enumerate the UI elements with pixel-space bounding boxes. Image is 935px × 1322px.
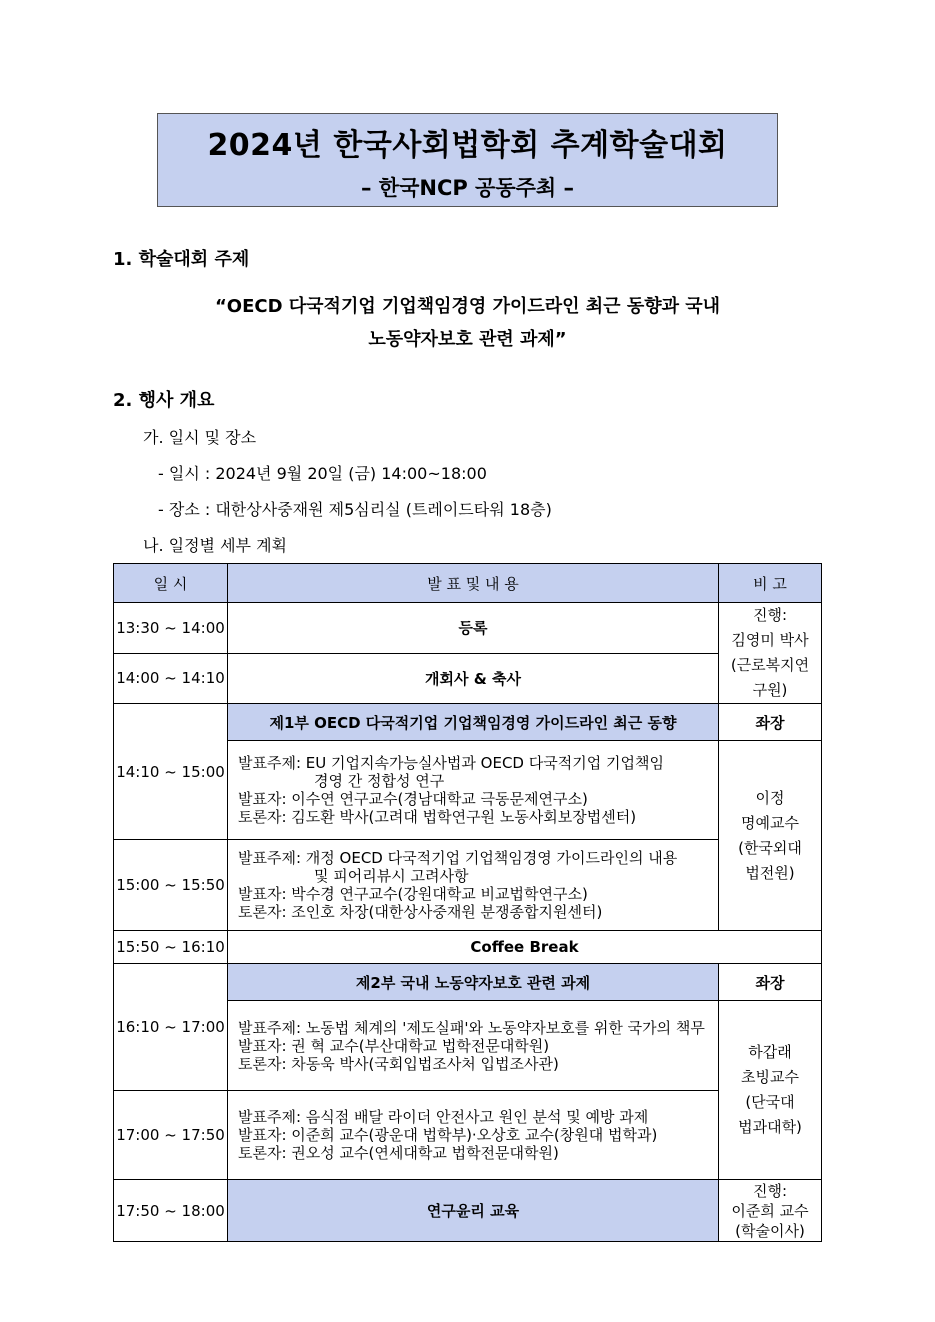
time-cell: 14:10 ~ 15:00 bbox=[114, 704, 228, 840]
header-note: 비 고 bbox=[719, 564, 822, 603]
note-line: 진행: bbox=[752, 606, 788, 624]
time-cell: 17:00 ~ 17:50 bbox=[114, 1091, 228, 1180]
time-cell: 15:50 ~ 16:10 bbox=[114, 931, 228, 964]
header-time: 일 시 bbox=[114, 564, 228, 603]
header-content: 발 표 및 내 용 bbox=[228, 564, 719, 603]
presenter-line: 발표자: 이수연 연구교수(경남대학교 극동문제연구소) bbox=[238, 790, 588, 808]
event-date: - 일시 : 2024년 9월 20일 (금) 14:00~18:00 bbox=[158, 464, 487, 483]
topic-line: 발표주제: 음식점 배달 라이더 안전사고 원인 분석 및 예방 과제 bbox=[238, 1108, 649, 1126]
time-cell: 14:00 ~ 14:10 bbox=[114, 653, 228, 704]
time-cell: 13:30 ~ 14:00 bbox=[114, 603, 228, 654]
topic-line: 발표주제: EU 기업지속가능실사법과 OECD 다국적기업 기업책임 bbox=[238, 754, 664, 772]
chair1-cell bbox=[719, 741, 822, 931]
section2-heading: 2. 행사 개요 bbox=[113, 390, 215, 411]
ethics-row bbox=[114, 1180, 822, 1242]
note-line: 이정 bbox=[755, 788, 785, 807]
chair-label: 좌장 bbox=[719, 704, 822, 741]
presentation-detail bbox=[228, 1001, 719, 1091]
note-line: 법과대학) bbox=[738, 1118, 802, 1136]
topic-line: 경영 간 정합성 연구 bbox=[314, 772, 445, 790]
note-line: (단국대 bbox=[745, 1093, 795, 1111]
presentation-detail bbox=[228, 840, 719, 931]
session2-title: 제2부 국내 노동약자보호 관련 과제 bbox=[228, 964, 719, 1001]
chair2-cell bbox=[719, 1001, 822, 1180]
note-line: 김영미 박사 bbox=[731, 631, 809, 649]
presenter-line: 발표자: 이준희 교수(광운대 법학부)·오상호 교수(창원대 법학과) bbox=[238, 1126, 658, 1144]
session1-title: 제1부 OECD 다국적기업 기업책임경영 가이드라인 최근 동향 bbox=[228, 704, 719, 741]
chair-label: 좌장 bbox=[719, 964, 822, 1001]
ethics-note bbox=[719, 1180, 822, 1242]
main-title: 2024년 한국사회법학회 추계학술대회 bbox=[207, 128, 728, 163]
sub-a: 가. 일시 및 장소 bbox=[143, 428, 257, 447]
ethics-label: 연구윤리 교육 bbox=[228, 1180, 719, 1242]
session2-row bbox=[114, 964, 822, 1001]
time-cell: 17:50 ~ 18:00 bbox=[114, 1180, 228, 1242]
note-line: (근로복지연 bbox=[730, 656, 810, 674]
content-cell: 등록 bbox=[228, 603, 719, 654]
theme-line2: 노동약자보호 관련 과제” bbox=[368, 329, 567, 350]
note-line: 법전원) bbox=[745, 863, 795, 882]
note-line: 하갑래 bbox=[748, 1043, 792, 1061]
title-box bbox=[157, 113, 778, 207]
discussant-line: 토론자: 김도환 박사(고려대 법학연구원 노동사회보장법센터) bbox=[238, 808, 637, 826]
event-place: - 장소 : 대한상사중재원 제5심리실 (트레이드타워 18층) bbox=[158, 500, 552, 519]
topic-line: 발표주제: 노동법 체계의 '제도실패'와 노동약자보호를 위한 국가의 책무 bbox=[238, 1018, 705, 1037]
table-row bbox=[114, 840, 822, 931]
discussant-line: 토론자: 차동욱 박사(국회입법조사처 입법조사관) bbox=[238, 1054, 559, 1073]
presenter-line: 발표자: 권 혁 교수(부산대학교 법학전문대학원) bbox=[238, 1036, 550, 1055]
presenter-line: 발표자: 박수경 연구교수(강원대학교 비교법학연구소) bbox=[238, 885, 588, 903]
content-cell: 개회사 & 축사 bbox=[228, 653, 719, 704]
section1-heading: 1. 학술대회 주제 bbox=[113, 249, 250, 270]
note-line: 이준희 교수 bbox=[731, 1201, 809, 1220]
topic-line: 및 피어리뷰시 고려사항 bbox=[314, 867, 469, 885]
sub-b: 나. 일정별 세부 계획 bbox=[143, 536, 287, 555]
note-line: 구원) bbox=[752, 681, 788, 699]
break-row bbox=[114, 931, 822, 964]
presentation-detail bbox=[228, 1091, 719, 1180]
time-cell: 16:10 ~ 17:00 bbox=[114, 964, 228, 1091]
presentation-detail bbox=[228, 741, 719, 840]
table-header-row bbox=[114, 564, 822, 603]
time-cell: 15:00 ~ 15:50 bbox=[114, 840, 228, 931]
note-line: 명예교수 bbox=[741, 813, 799, 832]
table-row bbox=[114, 603, 822, 654]
table-row bbox=[114, 1091, 822, 1180]
discussant-line: 토론자: 권오성 교수(연세대학교 법학전문대학원) bbox=[238, 1144, 559, 1162]
topic-line: 발표주제: 개정 OECD 다국적기업 기업책임경영 가이드라인의 내용 bbox=[238, 849, 678, 867]
note-line: (학술이사) bbox=[735, 1221, 805, 1240]
session1-row bbox=[114, 704, 822, 741]
note-opening bbox=[719, 603, 822, 704]
note-line: 초빙교수 bbox=[741, 1068, 799, 1086]
note-line: (한국외대 bbox=[738, 838, 802, 857]
discussant-line: 토론자: 조인호 차장(대한상사중재원 분쟁종합지원센터) bbox=[238, 903, 603, 921]
theme-line1: “OECD 다국적기업 기업책임경영 가이드라인 최근 동향과 국내 bbox=[214, 296, 721, 317]
table-row bbox=[114, 653, 822, 704]
coffee-break: Coffee Break bbox=[228, 931, 822, 964]
sub-title: – 한국NCP 공동주최 – bbox=[360, 176, 575, 200]
schedule-table bbox=[113, 563, 822, 1242]
note-line: 진행: bbox=[752, 1181, 788, 1200]
